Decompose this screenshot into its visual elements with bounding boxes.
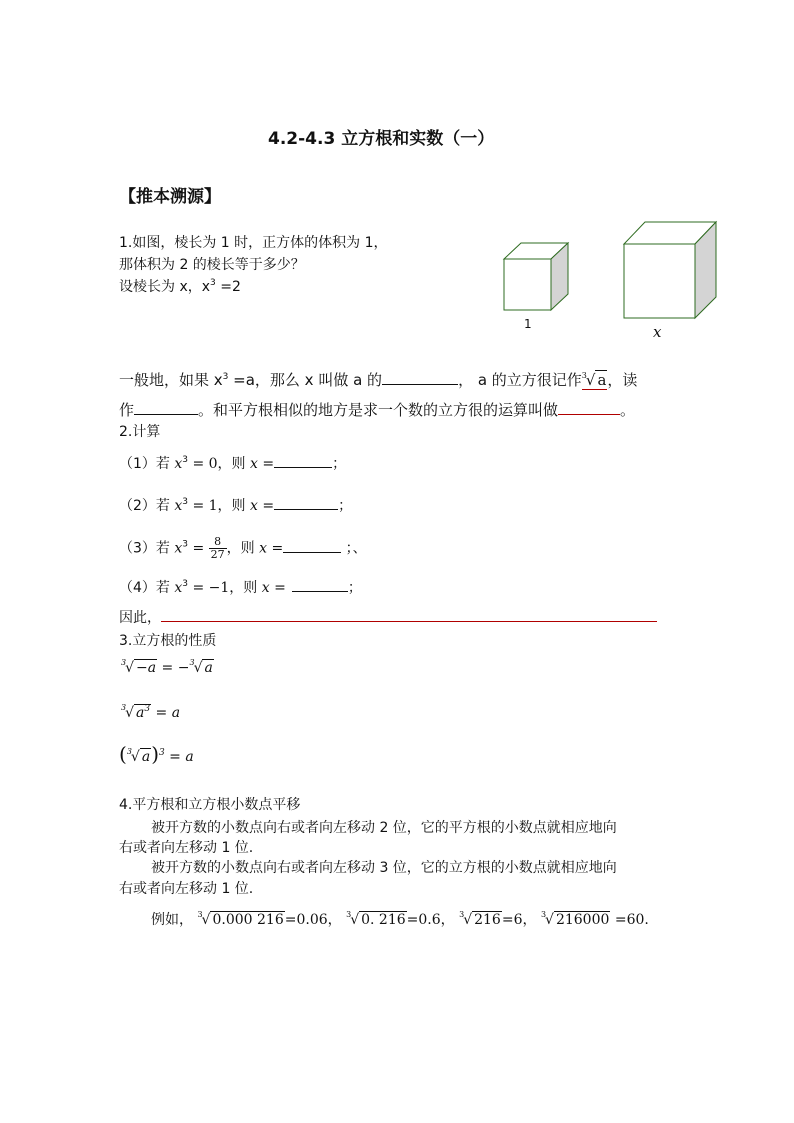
calc-item-3: （3）若 $x^3$ = $\frac{8}{27}$ ，则 x = ；、 — [119, 535, 367, 561]
property-3: ($^3$√ a)$^3$ = a — [119, 742, 194, 766]
example-radical-3: $^3$√ 216 — [459, 910, 501, 928]
large-cube — [624, 222, 716, 318]
cubes-figure — [496, 216, 726, 341]
shift-heading: 4.平方根和立方根小数点平移 — [119, 797, 301, 813]
property-2: $^3$√ $a^3 = a$ — [121, 703, 181, 721]
blank-cube-root[interactable] — [382, 370, 458, 385]
cube-root-notation: $^3$√ a — [581, 371, 607, 389]
properties-heading: 3.立方根的性质 — [119, 633, 217, 649]
answer-blank-3[interactable] — [283, 538, 341, 553]
q1-line-1: 1.如图，棱长为 1 时，正方体的体积为 1， — [119, 235, 388, 251]
small-cube-label: 1 — [524, 317, 532, 331]
answer-blank-1[interactable] — [274, 453, 332, 468]
shift-para-1-line-2: 右或者向左移动 1 位. — [119, 840, 254, 856]
example-radical-2: $^3$√ 0. 216 — [346, 910, 406, 928]
property-1: $^3$√ −a = −$^3$√ a — [121, 658, 213, 676]
blank-read-as[interactable] — [134, 400, 198, 415]
definition-line-2: 作 。和平方根相似的地方是求一个数的立方很的运算叫做 。 — [119, 401, 636, 419]
examples-line: 例如， $^3$√ 0.000 216=0.06， $^3$√ 0. 216=0.6， $^3$√ 216=6， $^3$√ 216000 =60. — [151, 910, 649, 928]
example-radical-4: $^3$√ 216000 — [540, 910, 610, 928]
large-cube-label: x — [653, 323, 662, 341]
shift-para-1-line-1: 被开方数的小数点向右或者向左移动 2 位，它的平方根的小数点就相应地向 — [151, 820, 617, 836]
calc-heading: 2.计算 — [119, 424, 161, 440]
page-title: 4.2-4.3 立方根和实数（一） — [268, 129, 495, 149]
answer-blank-2[interactable] — [274, 495, 338, 510]
shift-para-2-line-1: 被开方数的小数点向右或者向左移动 3 位，它的立方根的小数点就相应地向 — [151, 860, 617, 876]
q1-line-3: 设棱长为 x，$x^3 =2$ — [119, 278, 241, 295]
fraction-8-27: $\frac{8}{27}$ — [210, 535, 225, 561]
blank-operation-name[interactable] — [558, 400, 620, 415]
shift-para-2-line-2: 右或者向左移动 1 位. — [119, 881, 254, 897]
answer-blank-4[interactable] — [292, 577, 348, 592]
section-heading: 【推本溯源】 — [119, 187, 221, 207]
therefore-line: 因此， — [119, 607, 657, 627]
therefore-blank[interactable] — [161, 607, 657, 622]
q1-line-2: 那体积为 2 的棱长等于多少？ — [119, 257, 305, 273]
calc-item-2: （2）若 $x^3 = 1$，则 x = ； — [119, 497, 353, 514]
definition-line-1: 一般地，如果 $x^3 =a$，那么 x 叫做 a 的 ， a 的立方很记作$^3$√ a，读 — [119, 371, 638, 389]
small-cube — [504, 243, 568, 310]
calc-item-1: （1）若 $x^3 = 0$，则 x = ； — [119, 455, 347, 472]
example-radical-1: $^3$√ 0.000 216 — [197, 910, 284, 928]
calc-item-4: （4）若 $x^3 = -1$，则 x = ； — [119, 579, 362, 596]
